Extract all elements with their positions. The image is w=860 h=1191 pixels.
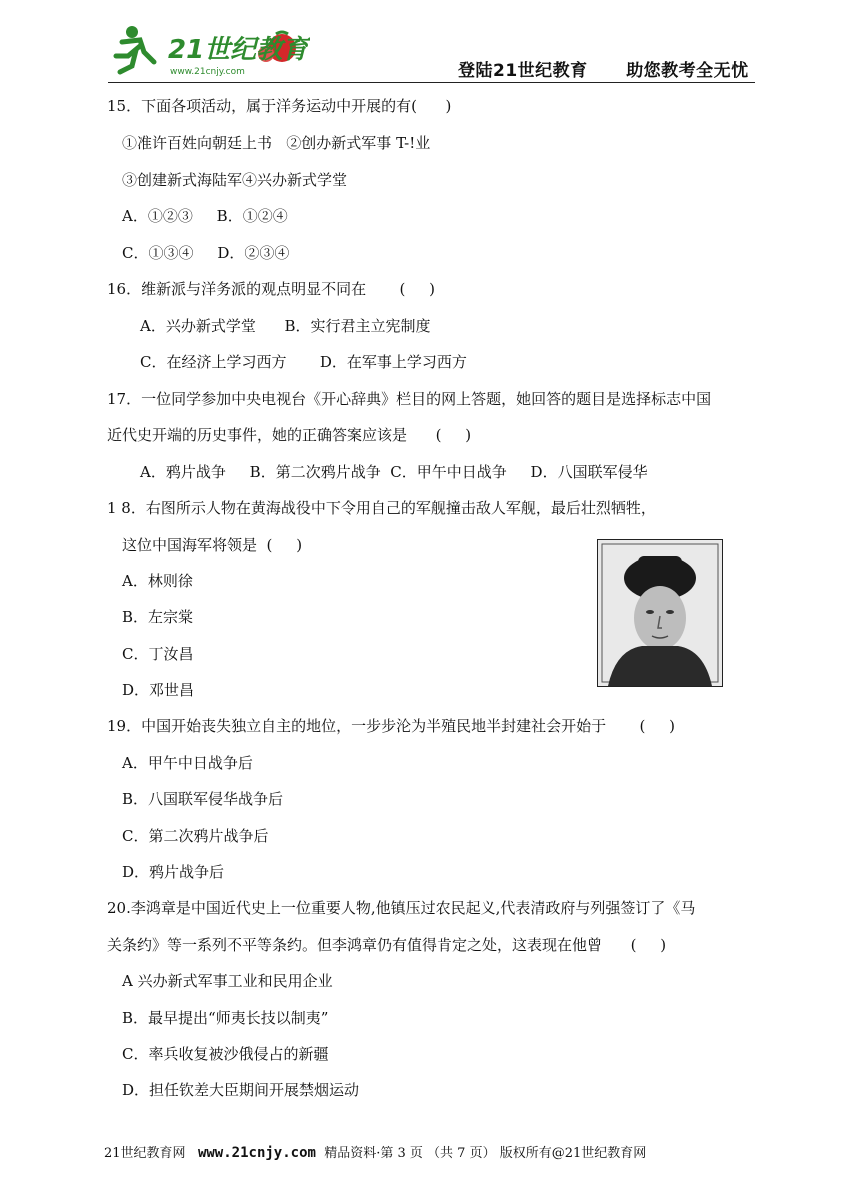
q15-options-ab: A．①②③ B．①②④ — [122, 207, 288, 225]
q20-line2: 关条约》等一系列不平等条约。但李鸿章仍有值得肯定之处，这表现在他曾 ( ) — [107, 936, 667, 954]
logo-url: www.21cnjy.com — [170, 67, 245, 77]
page-header — [0, 0, 860, 90]
q18-stem: 1 8．右图所示人物在黄海战役中下令用自己的军舰撞击敌人军舰，最后壮烈牺牲， — [107, 499, 656, 517]
q15-line3: ③创建新式海陆军④兴办新式学堂 — [122, 171, 348, 189]
q18-option-c: C．丁汝昌 — [122, 645, 194, 663]
q20-stem: 20.李鸿章是中国近代史上一位重要人物,他镇压过农民起义,代表清政府与列强签订了《马 — [107, 899, 696, 917]
q19-option-d: D．鸦片战争后 — [122, 863, 225, 881]
q20-option-c: C．率兵收复被沙俄侵占的新疆 — [122, 1045, 329, 1063]
q19-stem: 19．中国开始丧失独立自主的地位，一步步沦为半殖民地半封建社会开始于 ( ) — [107, 717, 676, 735]
logo-text: 21世纪教育 — [168, 35, 309, 65]
q15-line2: ①准许百姓向朝廷上书 ②创办新式军事 T-!业 — [122, 134, 431, 152]
q20-option-a: A 兴办新式军事工业和民用企业 — [122, 972, 333, 990]
q15-options-cd: C．①③④ D．②③④ — [122, 244, 290, 262]
q17-stem: 17．一位同学参加中央电视台《开心辞典》栏目的网上答题，她回答的题目是选择标志中国 — [107, 390, 712, 408]
q16-stem: 16．维新派与洋务派的观点明显不同在 ( ) — [107, 280, 436, 298]
q15-stem: 15．下面各项活动，属于洋务运动中开展的有( ) — [107, 97, 452, 115]
q18-option-d: D．邓世昌 — [122, 681, 195, 699]
q19-option-b: B．八国联军侵华战争后 — [122, 790, 284, 808]
q16-options-cd: C．在经济上学习西方 D．在军事上学习西方 — [140, 353, 467, 371]
q17-line2: 近代史开端的历史事件，她的正确答案应该是 ( ) — [107, 426, 472, 444]
q18-option-b: B．左宗棠 — [122, 608, 194, 626]
q18-line2: 这位中国海军将领是 ( ) — [122, 536, 303, 554]
footer-left: 21世纪教育网 — [104, 1146, 198, 1161]
q20-option-d: D．担任钦差大臣期间开展禁烟运动 — [122, 1081, 360, 1099]
portrait-photo — [597, 539, 723, 687]
slogan-right: 助您教考全无忧 — [626, 61, 749, 81]
header-slogan — [458, 56, 749, 81]
footer-site-link[interactable]: www.21cnjy.com — [197, 1145, 316, 1161]
slogan-left: 登陆21世纪教育 — [458, 61, 588, 81]
q20-option-b: B．最早提出“师夷长技以制夷” — [122, 1009, 329, 1027]
q19-option-a: A．甲午中日战争后 — [122, 754, 253, 772]
q16-options-ab: A．兴办新式学堂 B．实行君主立宪制度 — [140, 317, 431, 335]
portrait-illustration — [598, 540, 722, 686]
page-footer — [104, 1142, 646, 1161]
q17-options: A．鸦片战争 B．第二次鸦片战争 C．甲午中日战争 D．八国联军侵华 — [140, 463, 648, 481]
footer-right: 精品资料·第 3 页 （共 7 页） 版权所有@21世纪教育网 — [315, 1146, 647, 1161]
q18-option-a: A．林则徐 — [122, 572, 193, 590]
logo — [110, 22, 310, 80]
q19-option-c: C．第二次鸦片战争后 — [122, 827, 269, 845]
header-divider — [108, 82, 755, 83]
